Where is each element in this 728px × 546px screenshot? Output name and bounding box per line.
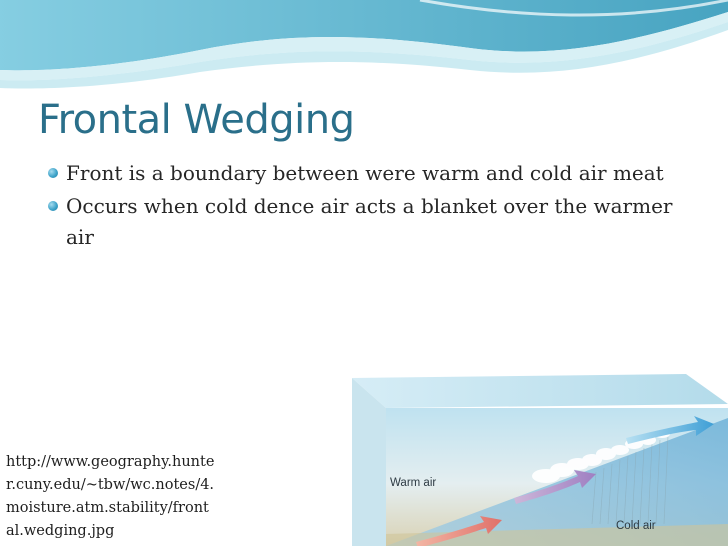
bullet-text: Occurs when cold dence air acts a blanket over the warmer air — [66, 194, 673, 249]
frontal-wedging-diagram — [346, 374, 728, 546]
bullet-list — [46, 158, 686, 255]
header-wave-decoration — [0, 0, 728, 90]
bullet-item — [46, 191, 686, 253]
bullet-dot-icon — [48, 168, 58, 178]
warm-air-label: Warm air — [390, 477, 437, 489]
slide-title: Frontal Wedging — [38, 97, 355, 143]
bullet-text: Front is a boundary between were warm and cold air meat — [66, 161, 664, 185]
bullet-item — [46, 158, 686, 189]
image-source-citation: http://www.geography.hunter.cuny.edu/~tbw/wc.notes/4.moisture.atm.stability/frontal.wedging.jpg — [6, 454, 215, 539]
bullet-dot-icon — [48, 201, 58, 211]
box-top-face — [352, 374, 728, 408]
cold-air-label: Cold air — [616, 520, 656, 532]
